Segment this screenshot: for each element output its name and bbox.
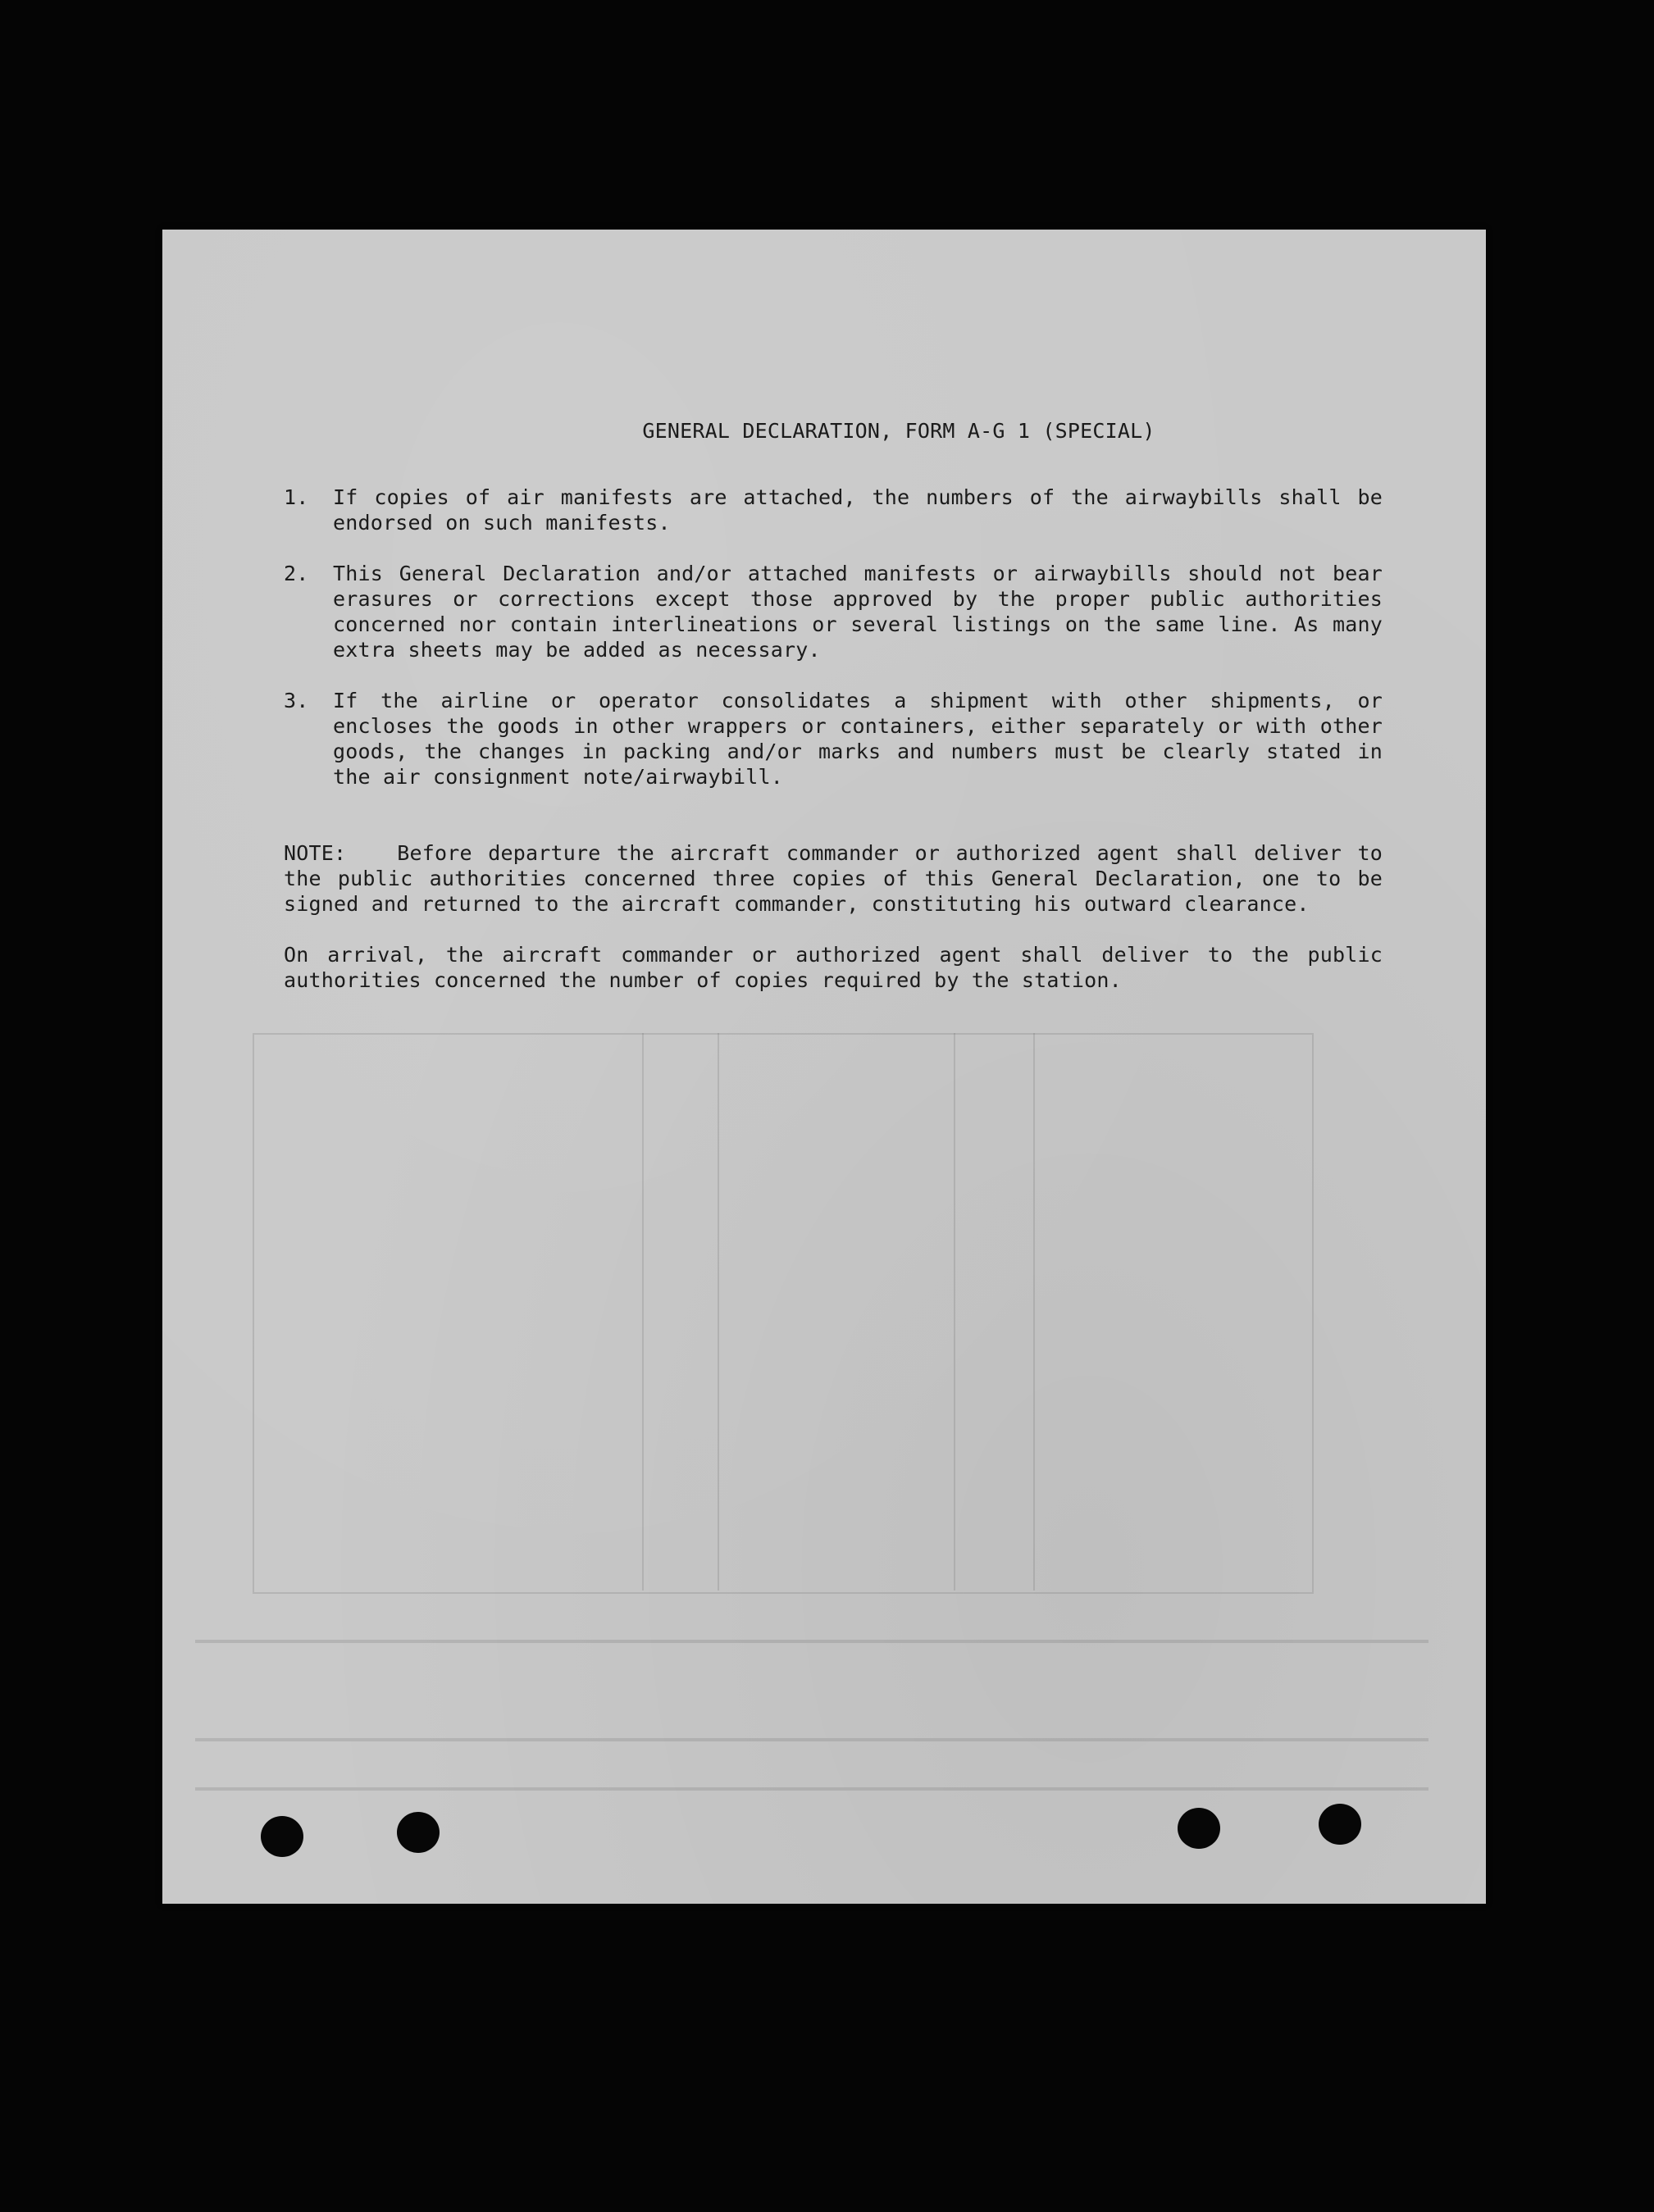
bleed-through-column <box>954 1033 1035 1591</box>
item-number: 3. <box>284 689 309 712</box>
document-page <box>162 230 1486 1904</box>
form-title: GENERAL DECLARATION, FORM A-G 1 (SPECIAL) <box>642 419 1155 443</box>
item-text: This General Declaration and/or attached manifests or airwaybills should not bear erasures or corrections except those approved by the proper public authorities concerned nor contain interlineations or several listings on the same line. As many extra sheets may be added as necessary. <box>333 562 1383 662</box>
punch-hole <box>1178 1808 1220 1849</box>
item-text: If the airline or operator consolidates a shipment with other shipments, or encloses the goods in other wrappers or containers, either separately or with other goods, the changes in packing and/or marks and numbers must be clearly stated in the air consignment note/airwaybill. <box>333 689 1383 789</box>
item-number: 1. <box>284 485 309 509</box>
note-paragraph <box>284 840 1383 917</box>
arrival-paragraph: On arrival, the aircraft commander or authorized agent shall deliver to the public authorities concerned the number of copies required by the station. <box>284 943 1383 992</box>
note-label: NOTE: <box>284 841 347 865</box>
item-number: 2. <box>284 562 309 585</box>
bleed-through-column <box>642 1033 719 1591</box>
punch-hole <box>261 1816 303 1857</box>
item-text: If copies of air manifests are attached, the numbers of the airwaybills shall be endorsed on such manifests. <box>333 485 1383 535</box>
instruction-item-2 <box>284 561 1383 662</box>
note-text: Before departure the aircraft commander or authorized agent shall deliver to the public authorities concerned three copies of this General Declaration, one to be signed and returned to the aircraft commander, constituting his outward clearance. <box>284 841 1383 916</box>
bleed-through-rule <box>195 1738 1428 1741</box>
punch-hole <box>397 1812 440 1853</box>
punch-hole <box>1319 1804 1361 1845</box>
bleed-through-table <box>253 1033 1314 1594</box>
instruction-item-1 <box>284 485 1383 535</box>
bleed-through-rule <box>195 1787 1428 1791</box>
instruction-item-3 <box>284 688 1383 790</box>
bleed-through-rule <box>195 1640 1428 1643</box>
declaration-text <box>284 418 1383 993</box>
